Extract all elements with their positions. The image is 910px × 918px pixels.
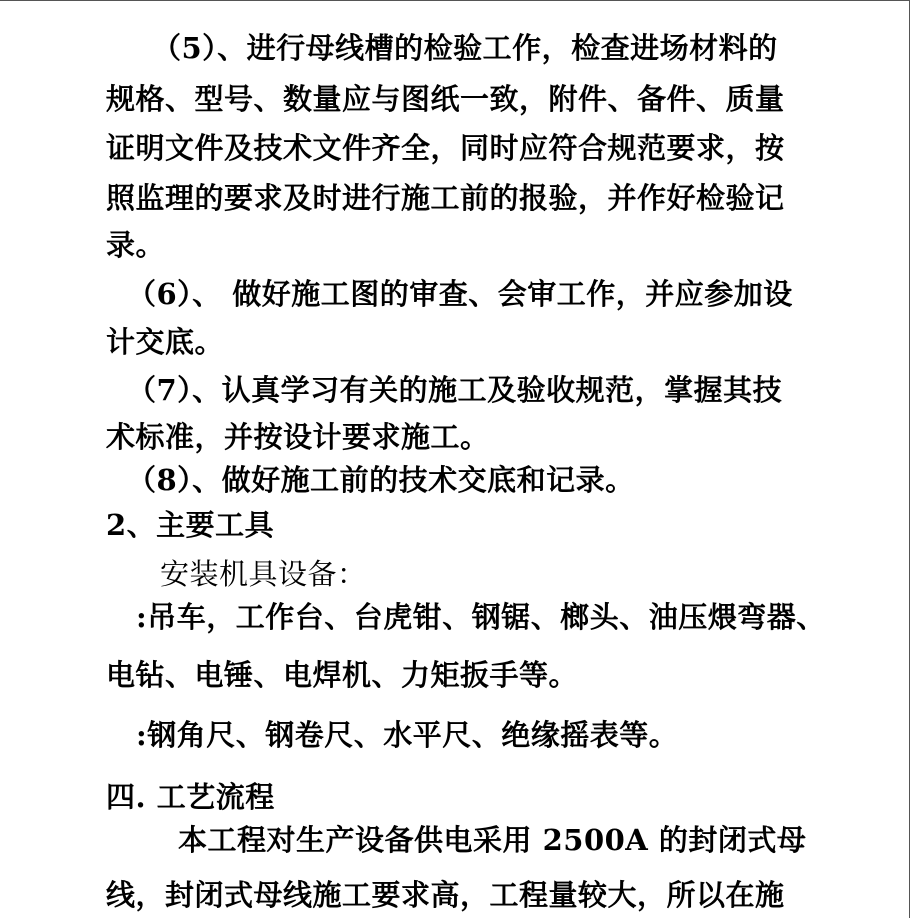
paragraph-7-line-1: （7）、认真学习有关的施工及验收规范，掌握其技 xyxy=(127,373,783,407)
process-paragraph-line-1: 本工程对生产设备供电采用 2500A 的封闭式母 xyxy=(178,823,807,857)
paragraph-5-line-3: 证明文件及技术文件齐全，同时应符合规范要求，按 xyxy=(106,131,785,165)
paragraph-5-line-5: 录。 xyxy=(106,228,166,262)
tools-list-line-2: 电钻、电锤、电焊机、力矩扳手等。 xyxy=(106,658,579,692)
section-heading-process: 四. 工艺流程 xyxy=(106,780,275,814)
measuring-tools-line: :钢角尺、钢卷尺、水平尺、绝缘摇表等。 xyxy=(136,718,679,752)
tools-subheading: 安装机具设备： xyxy=(160,557,367,591)
paragraph-5-line-4: 照监理的要求及时进行施工前的报验，并作好检验记 xyxy=(106,181,785,215)
paragraph-6-line-1: （6）、 做好施工图的审查、会审工作，并应参加设 xyxy=(127,277,793,311)
tools-list-line-1: :吊车，工作台、台虎钳、钢锯、榔头、油压煨弯器、 xyxy=(136,600,826,634)
section-heading-tools: 2、主要工具 xyxy=(106,508,275,542)
paragraph-6-line-2: 计交底。 xyxy=(106,325,225,359)
process-paragraph-line-2: 线，封闭式母线施工要求高，工程量较大，所以在施 xyxy=(106,878,785,912)
paragraph-5-line-2: 规格、型号、数量应与图纸一致，附件、备件、质量 xyxy=(106,82,785,116)
paragraph-5-line-1: （5）、进行母线槽的检验工作，检查进场材料的 xyxy=(152,31,778,65)
paragraph-8-line-1: （8）、做好施工前的技术交底和记录。 xyxy=(127,463,635,497)
paragraph-7-line-2: 术标准，并按设计要求施工。 xyxy=(106,420,490,454)
